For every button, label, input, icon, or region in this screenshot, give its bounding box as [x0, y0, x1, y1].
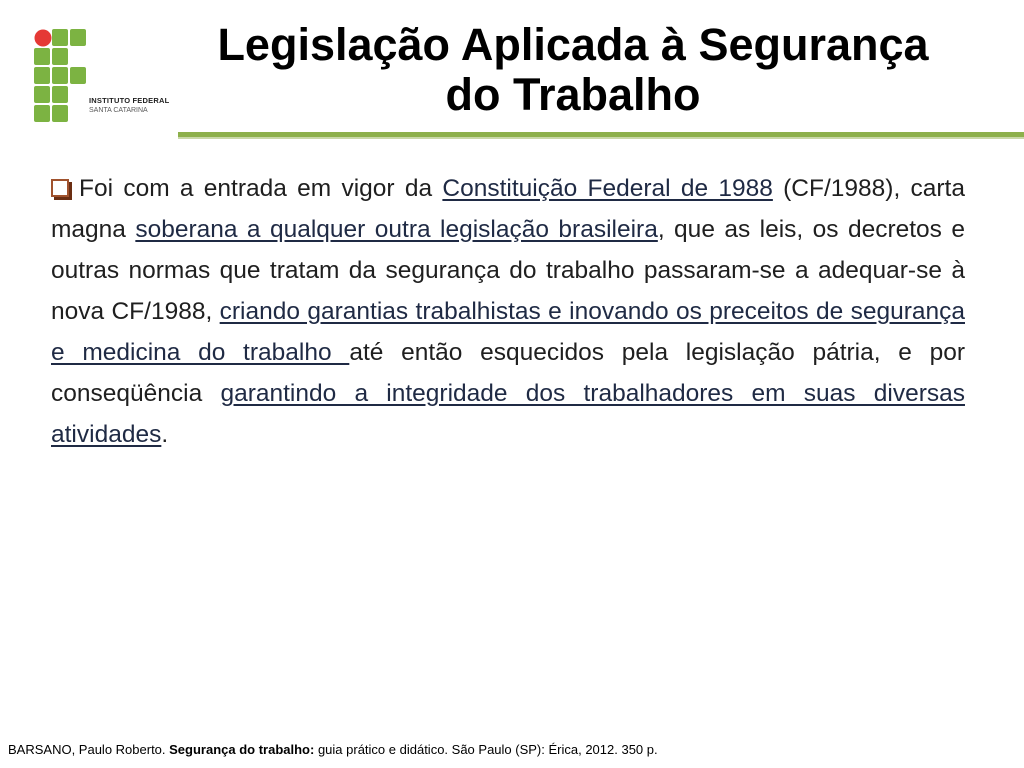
paragraph-text: até então esquecidos pela legislação pátria, e por conseqüência [51, 339, 965, 407]
slide-title [178, 20, 968, 120]
underlined-phrase: Constituição Federal de 1988 [442, 175, 773, 202]
title-divider-shadow [178, 137, 1024, 139]
underlined-phrase: soberana a qualquer outra legislação brasileira [135, 216, 658, 243]
slide-title-line2: do Trabalho [445, 69, 701, 120]
logo-institution-name: INSTITUTO FEDERAL [89, 96, 170, 105]
reference-author: BARSANO, Paulo Roberto. [8, 742, 170, 757]
underlined-phrase: criando garantias trabalhistas e inovando os preceitos de segurança e medicina do trabalho [51, 298, 965, 366]
reference-title: Segurança do trabalho: [169, 742, 315, 757]
reference-details: guia prático e didático. São Paulo (SP): Érica, 2012. 350 p. [314, 742, 658, 757]
square-bullet-icon [51, 179, 69, 197]
paragraph-text: , que as leis, os decretos e outras normas que tratam da segurança do trabalho passaram-se a adequar-se à nova CF/1988, [51, 216, 965, 325]
slide-title-line1: Legislação Aplicada à Segurança [217, 19, 929, 70]
paragraph-text: . [161, 421, 169, 448]
logo-campus-name: SANTA CATARINA [89, 107, 148, 114]
underlined-phrase: garantindo a integridade dos trabalhadores em suas diversas atividades [51, 380, 965, 448]
bibliographic-reference [8, 742, 658, 757]
paragraph-text: (CF/1988), carta magna [51, 175, 965, 243]
body-paragraph [51, 168, 965, 455]
paragraph-text: Foi com a entrada em vigor da [79, 175, 443, 202]
